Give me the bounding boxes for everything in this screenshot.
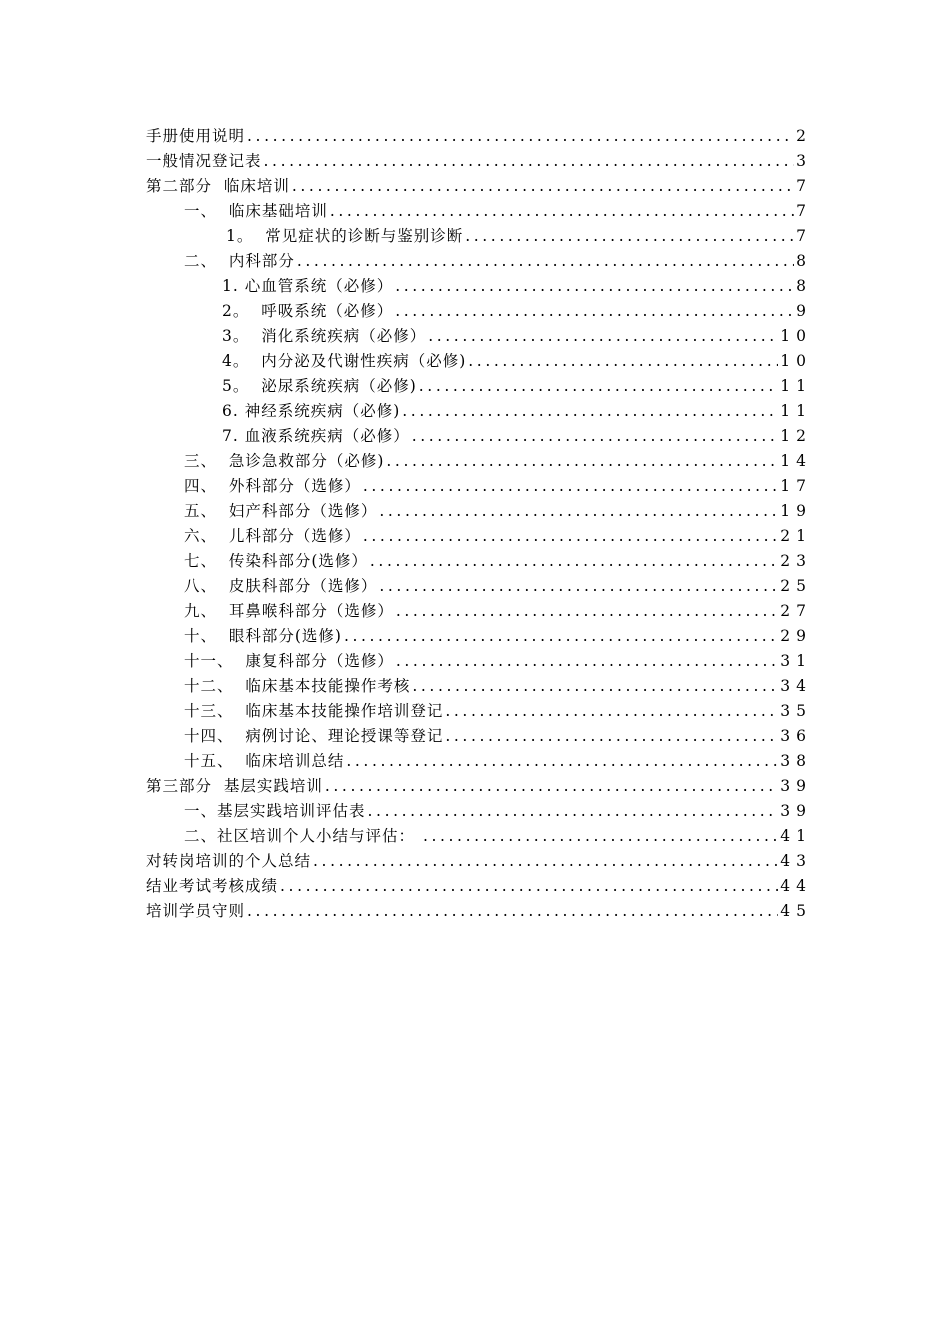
toc-entry-page-number: 7 bbox=[796, 177, 812, 195]
toc-entry-title: 十四、 病例讨论、理论授课等登记 bbox=[184, 727, 444, 745]
toc-dot-leader bbox=[247, 899, 778, 924]
toc-entry bbox=[146, 674, 812, 699]
toc-dot-leader bbox=[445, 724, 778, 749]
toc-entry bbox=[146, 824, 812, 849]
toc-dot-leader bbox=[423, 824, 778, 849]
toc-entry bbox=[146, 199, 812, 224]
toc-entry-page-number: 44 bbox=[780, 877, 812, 895]
toc-entry-title: 一般情况登记表 bbox=[146, 152, 262, 170]
toc-entry bbox=[146, 124, 812, 149]
toc-entry-page-number: 14 bbox=[780, 452, 812, 470]
toc-entry bbox=[146, 274, 812, 299]
toc-entry-page-number: 39 bbox=[780, 802, 812, 820]
toc-entry-title: 十二、 临床基本技能操作考核 bbox=[184, 677, 411, 695]
toc-dot-leader bbox=[292, 174, 794, 199]
toc-entry-page-number: 29 bbox=[780, 627, 812, 645]
toc-dot-leader bbox=[368, 799, 779, 824]
toc-dot-leader bbox=[465, 224, 794, 249]
toc-dot-leader bbox=[468, 349, 778, 374]
toc-entry bbox=[146, 399, 812, 424]
toc-entry-title: 6. 神经系统疾病（必修) bbox=[222, 402, 401, 420]
toc-dot-leader bbox=[402, 399, 778, 424]
toc-dot-leader bbox=[395, 299, 794, 324]
toc-entry-page-number: 43 bbox=[780, 852, 812, 870]
toc-entry-page-number: 39 bbox=[780, 777, 812, 795]
toc-dot-leader bbox=[386, 449, 778, 474]
toc-dot-leader bbox=[379, 574, 778, 599]
toc-dot-leader bbox=[330, 199, 794, 224]
toc-entry-page-number: 34 bbox=[780, 677, 812, 695]
toc-entry bbox=[146, 174, 812, 199]
toc-dot-leader bbox=[370, 549, 778, 574]
toc-entry-title: 六、 儿科部分（选修） bbox=[184, 527, 361, 545]
toc-entry-title: 一、 临床基础培训 bbox=[184, 202, 328, 220]
toc-dot-leader bbox=[344, 624, 778, 649]
toc-entry-page-number: 19 bbox=[780, 502, 812, 520]
toc-dot-leader bbox=[346, 749, 778, 774]
toc-entry bbox=[146, 524, 812, 549]
toc-entry-page-number: 41 bbox=[780, 827, 812, 845]
toc-entry-page-number: 23 bbox=[780, 552, 812, 570]
toc-entry-title: 1。 常见症状的诊断与鉴别诊断 bbox=[226, 227, 464, 245]
toc-entry-title: 对转岗培训的个人总结 bbox=[146, 852, 312, 870]
toc-dot-leader bbox=[264, 149, 795, 174]
toc-entry-page-number: 10 bbox=[780, 352, 812, 370]
toc-entry bbox=[146, 874, 812, 899]
toc-entry-page-number: 35 bbox=[780, 702, 812, 720]
toc-entry bbox=[146, 149, 812, 174]
toc-entry bbox=[146, 849, 812, 874]
toc-entry-title: 1. 心血管系统（必修） bbox=[222, 277, 394, 295]
toc-dot-leader bbox=[297, 249, 794, 274]
toc-entry-title: 四、 外科部分（选修） bbox=[184, 477, 361, 495]
toc-dot-leader bbox=[363, 524, 778, 549]
toc-entry-title: 十、 眼科部分(选修) bbox=[184, 627, 342, 645]
toc-entry-title: 3。 消化系统疾病（必修） bbox=[222, 327, 427, 345]
toc-entry bbox=[146, 449, 812, 474]
toc-dot-leader bbox=[247, 124, 794, 149]
toc-entry-title: 十五、 临床培训总结 bbox=[184, 752, 345, 770]
toc-entry-title: 7. 血液系统疾病（必修） bbox=[222, 427, 410, 445]
toc-entry bbox=[146, 649, 812, 674]
toc-entry-page-number: 2 bbox=[796, 127, 812, 145]
toc-entry bbox=[146, 474, 812, 499]
toc-entry-title: 4。 内分泌及代谢性疾病（必修) bbox=[222, 352, 467, 370]
toc-entry-page-number: 12 bbox=[780, 427, 812, 445]
toc-entry-page-number: 3 bbox=[796, 152, 812, 170]
toc-entry-title: 培训学员守则 bbox=[146, 902, 246, 920]
toc-dot-leader bbox=[396, 649, 778, 674]
toc-entry-title: 九、 耳鼻喉科部分（选修） bbox=[184, 602, 394, 620]
toc-entry bbox=[146, 299, 812, 324]
toc-dot-leader bbox=[395, 274, 794, 299]
toc-dot-leader bbox=[313, 849, 778, 874]
toc-entry bbox=[146, 724, 812, 749]
toc-entry-title: 十三、 临床基本技能操作培训登记 bbox=[184, 702, 444, 720]
toc-entry bbox=[146, 699, 812, 724]
toc-entry bbox=[146, 899, 812, 924]
toc-entry bbox=[146, 374, 812, 399]
toc-entry bbox=[146, 349, 812, 374]
toc-entry-page-number: 25 bbox=[780, 577, 812, 595]
toc-entry bbox=[146, 574, 812, 599]
toc-entry bbox=[146, 599, 812, 624]
toc-entry-page-number: 17 bbox=[780, 477, 812, 495]
toc-entry-page-number: 7 bbox=[796, 202, 812, 220]
toc-entry-page-number: 27 bbox=[780, 602, 812, 620]
toc-entry-page-number: 11 bbox=[780, 402, 812, 420]
toc-entry bbox=[146, 224, 812, 249]
toc-entry-page-number: 38 bbox=[780, 752, 812, 770]
toc-entry-title: 5。 泌尿系统疾病（必修) bbox=[222, 377, 417, 395]
toc-dot-leader bbox=[280, 874, 778, 899]
toc-entry-page-number: 7 bbox=[796, 227, 812, 245]
toc-entry-title: 第二部分 临床培训 bbox=[146, 177, 290, 195]
toc-entry bbox=[146, 799, 812, 824]
toc-entry-page-number: 8 bbox=[796, 277, 812, 295]
toc-entry-title: 三、 急诊急救部分（必修) bbox=[184, 452, 385, 470]
toc-dot-leader bbox=[325, 774, 778, 799]
toc-entry-page-number: 11 bbox=[780, 377, 812, 395]
toc-entry bbox=[146, 624, 812, 649]
toc-entry-page-number: 9 bbox=[796, 302, 812, 320]
toc-entry bbox=[146, 424, 812, 449]
toc-entry-title: 2。 呼吸系统（必修） bbox=[222, 302, 394, 320]
toc-entry-page-number: 8 bbox=[796, 252, 812, 270]
toc-entry-page-number: 31 bbox=[780, 652, 812, 670]
toc-entry-title: 十一、 康复科部分（选修） bbox=[184, 652, 394, 670]
toc-entry-title: 第三部分 基层实践培训 bbox=[146, 777, 323, 795]
toc-entry bbox=[146, 549, 812, 574]
toc-entry-title: 二、社区培训个人小结与评估： bbox=[184, 827, 421, 845]
toc-dot-leader bbox=[419, 374, 779, 399]
toc-entry bbox=[146, 499, 812, 524]
toc-dot-leader bbox=[363, 474, 778, 499]
toc-entry-title: 手册使用说明 bbox=[146, 127, 246, 145]
toc-dot-leader bbox=[412, 674, 778, 699]
toc-entry-title: 结业考试考核成绩 bbox=[146, 877, 279, 895]
toc-entry bbox=[146, 324, 812, 349]
toc-dot-leader bbox=[412, 424, 779, 449]
toc-entry-page-number: 10 bbox=[780, 327, 812, 345]
toc-entry-page-number: 36 bbox=[780, 727, 812, 745]
toc-dot-leader bbox=[445, 699, 778, 724]
toc-dot-leader bbox=[396, 599, 778, 624]
toc-entry-page-number: 45 bbox=[780, 902, 812, 920]
table-of-contents bbox=[146, 124, 812, 924]
toc-entry-title: 一、基层实践培训评估表 bbox=[184, 802, 366, 820]
toc-entry-title: 二、 内科部分 bbox=[184, 252, 295, 270]
toc-entry bbox=[146, 249, 812, 274]
toc-entry-title: 五、 妇产科部分（选修） bbox=[184, 502, 378, 520]
toc-entry-title: 七、 传染科部分(选修） bbox=[184, 552, 368, 570]
toc-entry-title: 八、 皮肤科部分（选修） bbox=[184, 577, 378, 595]
toc-entry bbox=[146, 749, 812, 774]
toc-dot-leader bbox=[379, 499, 778, 524]
toc-dot-leader bbox=[428, 324, 778, 349]
toc-entry-page-number: 21 bbox=[780, 527, 812, 545]
toc-entry bbox=[146, 774, 812, 799]
